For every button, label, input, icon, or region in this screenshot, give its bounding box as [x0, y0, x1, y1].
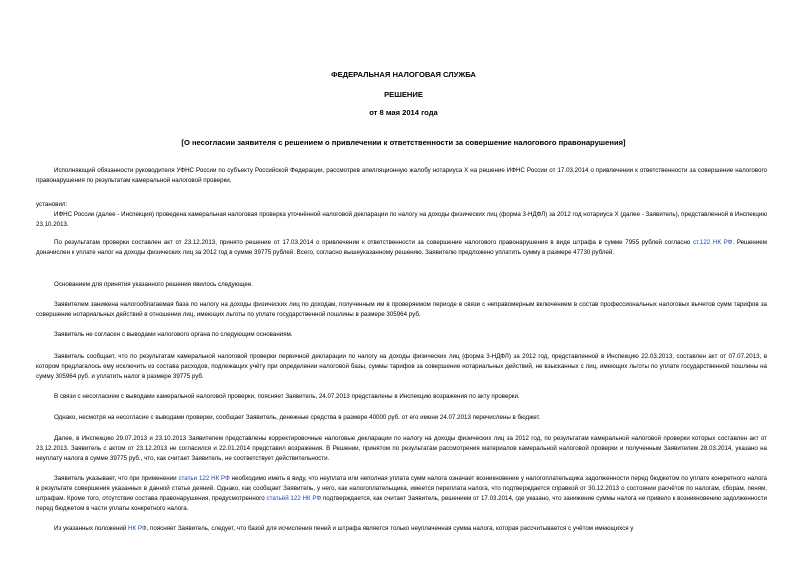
paragraph-penalty-basis — [36, 524, 767, 534]
paragraph-intro: Исполняющий обязанности руководителя УФНС России по субъекту Российской Федерации, рассмотрев апелляционную жалобу нотариуса Х на решение ИФНС России от 17.03.2014 о привлечении к ответственности за совершение налогового правонарушения по результатам камеральной налоговой проверки, — [36, 167, 767, 184]
paragraph-disagreement: Заявитель не согласен с выводами налогового органа по следующим основаниям. — [54, 331, 293, 338]
article-122-link[interactable]: ст.122 НК РФ — [692, 239, 733, 246]
tax-code-link[interactable]: НК РФ — [128, 525, 147, 532]
paragraph-penalty-basis-text-b: , поясняет Заявитель, следует, что базой для исчисления пеней и штрафа является только неуплаченная сумма налога, которая рассчитывается с учётом имеющихся у — [146, 525, 634, 532]
paragraph-audit: ИФНС России (далее - Инспекция) проведена камеральная налоговая проверка уточнённой налоговой декларации по налогу на доходы физических лиц (форма 3-НДФЛ) за 2012 год нотариуса Х (далее - Заявитель), представленной в Инспекцию 23.10.2013. — [36, 211, 767, 228]
paragraph-penalty-basis-text-a: Из указанных положений — [54, 525, 129, 532]
document-type: РЕШЕНИЕ — [384, 90, 423, 99]
article-122-link-3[interactable]: статьёй 122 НК РФ — [266, 495, 322, 502]
paragraph-article-122-text-b: необходимо иметь в виду, что неуплата или неполная уплата сумм налога означает возникновение у налогоплательщика задолженности перед бюджетом по уплате конкретного налога в результате совершения указанных в данной статье деяний. Однако, как сообщает Заявитель, у него, как налогоплательщика, имеется переплата налога, что подтверждается справкой от 30.12.2013 о состоянии расчётов по налогам, сборам, пеням, штрафам. Кроме того, отсутствие состава правонарушения, предусмотренного — [36, 475, 767, 502]
paragraph-grounds: Основанием для принятия указанного решения явилось следующее. — [54, 281, 253, 288]
paragraph-corrective-declarations: Далее, в Инспекцию 29.07.2013 и 23.10.2013 Заявителем представлены корректировочные налоговые декларации по налогу на доходы физических лиц за 2012 год, по результатам камеральной налоговой проверки которых составлен акт от 23.12.2013. Заявитель с актом от 23.12.2013 не согласился и 22.01.2014 представил возражения. В Решении, принятом по результатам рассмотрения материалов камеральной налоговой проверки и полученным Заявителем 28.03.2014, указано на неуплату налога в сумме 39775 руб., что, как считает Заявитель, не соответствует действительности. — [36, 435, 767, 462]
paragraph-first-declaration: Заявитель сообщает, что по результатам камеральной налоговой проверки первичной декларации по налогу на доходы физических лиц (форма 3-НДФЛ) за 2012 год, представленной в Инспекцию 22.03.2013, составлен акт от 07.07.2013, в котором предлагалось ему исключить из состава расходов, подлежащих учёту при определении налоговой базы, суммы тарифов за совершение нотариальных действий, не взысканных с лиц, имеющих льготы по уплате государственной пошлины на сумму 305964 руб. и уплатить налог в размере 39775 руб. — [36, 353, 767, 380]
paragraph-audit-result-text-b: . Решением доначислен к уплате налог на доходы физических лиц за 2012 год в сумме 39775 рублей. Всего, согласно вышеуказанному решению, Заявителю предложено уплатить сумму в размере 47730 рублей. — [36, 239, 767, 256]
paragraph-audit-result — [36, 238, 767, 258]
paragraph-article-122 — [36, 474, 767, 514]
paragraph-article-122-text-c: подтверждается, как считает Заявитель, решением от 17.03.2014, где указано, что занижение суммы налога не привело к возникновению задолженности перед бюджетом в части уплаты конкретного налога. — [36, 495, 767, 512]
paragraph-article-122-text-a: Заявитель указывает, что при применении — [54, 475, 179, 482]
agency-title: ФЕДЕРАЛЬНАЯ НАЛОГОВАЯ СЛУЖБА — [331, 70, 476, 79]
paragraph-audit-result-text-a: По результатам проверки составлен акт от 23.12.2013, принято решение от 17.03.2014 о привлечении к ответственности за совершение налогового правонарушения в виде штрафа в сумме 7955 рублей согласно — [54, 239, 693, 246]
article-122-link-2[interactable]: статьи 122 НК РФ — [178, 475, 230, 482]
paragraph-understated-base: Заявителем занижена налогооблагаемая база по налогу на доходы физических лиц по доходам, полученным им в проверяемом периоде в связи с неправомерным включением в состав профессиональных налоговых вычетов сумм тарифов за совершение нотариальных действий в отношении лиц, имеющих льготы по уплате государственной пошлины в размере 305964 руб. — [36, 301, 767, 318]
paragraph-objections: В связи с несогласием с выводами камеральной налоговой проверки, поясняет Заявитель, 24.07.2013 представлены в Инспекцию возражения по акту проверки. — [54, 393, 520, 400]
document-subject: [О несогласии заявителя с решением о привлечении к ответственности за совершение налогового правонарушения] — [181, 138, 626, 147]
document-date: от 8 мая 2014 года — [369, 108, 438, 117]
established-label: установил: — [36, 201, 68, 208]
paragraph-payment: Однако, несмотря на несогласие с выводами проверки, сообщает Заявитель, денежные средства в размере 40000 руб. от его имени 24.07.2013 перечислены в бюджет. — [54, 414, 541, 421]
